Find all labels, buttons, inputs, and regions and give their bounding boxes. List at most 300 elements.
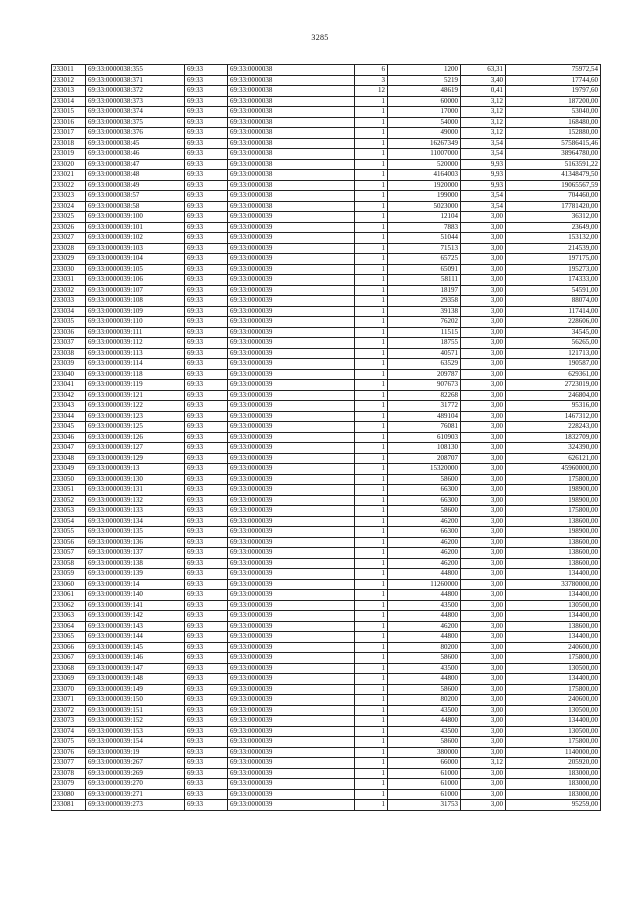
row-number-cell: 233081 <box>52 800 86 811</box>
region-code-cell: 69:33 <box>185 569 228 580</box>
area-cell: 61000 <box>388 768 461 779</box>
parcel-count-cell: 1 <box>355 453 388 464</box>
cadastral-value-cell: 130500,00 <box>506 726 601 737</box>
cadastral-number-cell: 69:33:0000039:108 <box>86 296 185 307</box>
region-code-cell: 69:33 <box>185 600 228 611</box>
cadastral-block-cell: 69:33:0000039 <box>228 758 355 769</box>
cadastral-number-cell: 69:33:0000038:373 <box>86 96 185 107</box>
parcel-count-cell: 1 <box>355 128 388 139</box>
cadastral-block-cell: 69:33:0000039 <box>228 212 355 223</box>
parcel-count-cell: 1 <box>355 506 388 517</box>
specific-value-cell: 3,00 <box>461 443 506 454</box>
cadastral-value-cell: 175800,00 <box>506 653 601 664</box>
cadastral-value-cell: 57586415,46 <box>506 138 601 149</box>
row-number-cell: 233025 <box>52 212 86 223</box>
region-code-cell: 69:33 <box>185 621 228 632</box>
cadastral-block-cell: 69:33:0000038 <box>228 138 355 149</box>
parcel-count-cell: 1 <box>355 212 388 223</box>
region-code-cell: 69:33 <box>185 96 228 107</box>
table-row <box>52 653 601 664</box>
specific-value-cell: 0,41 <box>461 86 506 97</box>
cadastral-block-cell: 69:33:0000039 <box>228 611 355 622</box>
parcel-count-cell: 1 <box>355 359 388 370</box>
cadastral-block-cell: 69:33:0000039 <box>228 422 355 433</box>
cadastral-number-cell: 69:33:0000039:118 <box>86 369 185 380</box>
specific-value-cell: 3,00 <box>461 768 506 779</box>
row-number-cell: 233080 <box>52 789 86 800</box>
cadastral-block-cell: 69:33:0000039 <box>228 390 355 401</box>
cadastral-block-cell: 69:33:0000039 <box>228 317 355 328</box>
cadastral-number-cell: 69:33:0000039:104 <box>86 254 185 265</box>
region-code-cell: 69:33 <box>185 779 228 790</box>
cadastral-value-cell: 228606,00 <box>506 317 601 328</box>
table-row <box>52 285 601 296</box>
parcel-count-cell: 1 <box>355 327 388 338</box>
cadastral-number-cell: 69:33:0000039:154 <box>86 737 185 748</box>
table-row <box>52 233 601 244</box>
region-code-cell: 69:33 <box>185 747 228 758</box>
parcel-count-cell: 1 <box>355 306 388 317</box>
cadastral-value-cell: 19065567,59 <box>506 180 601 191</box>
cadastral-number-cell: 69:33:0000039:143 <box>86 621 185 632</box>
area-cell: 43500 <box>388 726 461 737</box>
table-row <box>52 495 601 506</box>
cadastral-block-cell: 69:33:0000039 <box>228 705 355 716</box>
cadastral-number-cell: 69:33:0000038:372 <box>86 86 185 97</box>
parcel-count-cell: 1 <box>355 600 388 611</box>
cadastral-number-cell: 69:33:0000038:58 <box>86 201 185 212</box>
area-cell: 17000 <box>388 107 461 118</box>
parcel-count-cell: 1 <box>355 117 388 128</box>
area-cell: 380000 <box>388 747 461 758</box>
cadastral-block-cell: 69:33:0000038 <box>228 191 355 202</box>
table-row <box>52 411 601 422</box>
cadastral-block-cell: 69:33:0000038 <box>228 107 355 118</box>
cadastral-block-cell: 69:33:0000038 <box>228 65 355 76</box>
area-cell: 80200 <box>388 642 461 653</box>
cadastral-value-cell: 195273,00 <box>506 264 601 275</box>
parcel-count-cell: 1 <box>355 243 388 254</box>
area-cell: 7883 <box>388 222 461 233</box>
parcel-count-cell: 1 <box>355 495 388 506</box>
row-number-cell: 233024 <box>52 201 86 212</box>
region-code-cell: 69:33 <box>185 684 228 695</box>
cadastral-value-cell: 17744,60 <box>506 75 601 86</box>
area-cell: 199000 <box>388 191 461 202</box>
table-row <box>52 590 601 601</box>
table-row <box>52 800 601 811</box>
cadastral-value-cell: 121713,00 <box>506 348 601 359</box>
area-cell: 31772 <box>388 401 461 412</box>
area-cell: 58600 <box>388 474 461 485</box>
table-row <box>52 516 601 527</box>
cadastral-number-cell: 69:33:0000039:273 <box>86 800 185 811</box>
row-number-cell: 233053 <box>52 506 86 517</box>
cadastral-block-cell: 69:33:0000039 <box>228 464 355 475</box>
parcel-count-cell: 12 <box>355 86 388 97</box>
parcel-count-cell: 1 <box>355 138 388 149</box>
parcel-count-cell: 1 <box>355 516 388 527</box>
cadastral-value-cell: 198900,00 <box>506 527 601 538</box>
area-cell: 54000 <box>388 117 461 128</box>
parcel-count-cell: 1 <box>355 621 388 632</box>
cadastral-value-cell: 134400,00 <box>506 716 601 727</box>
row-number-cell: 233023 <box>52 191 86 202</box>
cadastral-value-cell: 175800,00 <box>506 684 601 695</box>
region-code-cell: 69:33 <box>185 642 228 653</box>
parcel-count-cell: 1 <box>355 348 388 359</box>
cadastral-value-cell: 198900,00 <box>506 495 601 506</box>
parcel-count-cell: 1 <box>355 180 388 191</box>
table-row <box>52 254 601 265</box>
parcel-count-cell: 1 <box>355 464 388 475</box>
row-number-cell: 233055 <box>52 527 86 538</box>
parcel-count-cell: 1 <box>355 401 388 412</box>
table-row <box>52 737 601 748</box>
specific-value-cell: 3,00 <box>461 369 506 380</box>
area-cell: 60000 <box>388 96 461 107</box>
region-code-cell: 69:33 <box>185 632 228 643</box>
parcel-count-cell: 1 <box>355 485 388 496</box>
cadastral-value-cell: 45960000,00 <box>506 464 601 475</box>
parcel-count-cell: 1 <box>355 107 388 118</box>
row-number-cell: 233043 <box>52 401 86 412</box>
cadastral-block-cell: 69:33:0000039 <box>228 327 355 338</box>
row-number-cell: 233020 <box>52 159 86 170</box>
table-row <box>52 684 601 695</box>
cadastral-number-cell: 69:33:0000039:147 <box>86 663 185 674</box>
parcel-count-cell: 1 <box>355 432 388 443</box>
specific-value-cell: 3,00 <box>461 705 506 716</box>
row-number-cell: 233034 <box>52 306 86 317</box>
cadastral-value-cell: 95316,00 <box>506 401 601 412</box>
table-row <box>52 348 601 359</box>
area-cell: 58600 <box>388 684 461 695</box>
region-code-cell: 69:33 <box>185 432 228 443</box>
cadastral-block-cell: 69:33:0000039 <box>228 243 355 254</box>
table-row <box>52 138 601 149</box>
row-number-cell: 233015 <box>52 107 86 118</box>
row-number-cell: 233012 <box>52 75 86 86</box>
cadastral-block-cell: 69:33:0000039 <box>228 264 355 275</box>
specific-value-cell: 3,00 <box>461 401 506 412</box>
cadastral-number-cell: 69:33:0000039:14 <box>86 579 185 590</box>
table-row <box>52 243 601 254</box>
cadastral-value-cell: 17781420,00 <box>506 201 601 212</box>
cadastral-value-cell: 174333,00 <box>506 275 601 286</box>
area-cell: 65091 <box>388 264 461 275</box>
table-row <box>52 96 601 107</box>
table-row <box>52 75 601 86</box>
specific-value-cell: 3,12 <box>461 117 506 128</box>
table-row <box>52 548 601 559</box>
region-code-cell: 69:33 <box>185 327 228 338</box>
region-code-cell: 69:33 <box>185 789 228 800</box>
parcel-count-cell: 1 <box>355 695 388 706</box>
table-row <box>52 327 601 338</box>
specific-value-cell: 3,00 <box>461 338 506 349</box>
specific-value-cell: 3,00 <box>461 590 506 601</box>
parcel-count-cell: 1 <box>355 149 388 160</box>
cadastral-number-cell: 69:33:0000039:271 <box>86 789 185 800</box>
cadastral-block-cell: 69:33:0000039 <box>228 590 355 601</box>
cadastral-block-cell: 69:33:0000039 <box>228 443 355 454</box>
region-code-cell: 69:33 <box>185 695 228 706</box>
row-number-cell: 233036 <box>52 327 86 338</box>
row-number-cell: 233044 <box>52 411 86 422</box>
region-code-cell: 69:33 <box>185 653 228 664</box>
cadastral-value-cell: 2723019,00 <box>506 380 601 391</box>
cadastral-block-cell: 69:33:0000039 <box>228 516 355 527</box>
cadastral-block-cell: 69:33:0000039 <box>228 642 355 653</box>
area-cell: 11007000 <box>388 149 461 160</box>
area-cell: 46200 <box>388 516 461 527</box>
region-code-cell: 69:33 <box>185 254 228 265</box>
cadastral-block-cell: 69:33:0000039 <box>228 726 355 737</box>
area-cell: 11515 <box>388 327 461 338</box>
cadastral-block-cell: 69:33:0000039 <box>228 254 355 265</box>
cadastral-number-cell: 69:33:0000039:127 <box>86 443 185 454</box>
region-code-cell: 69:33 <box>185 674 228 685</box>
table-row <box>52 621 601 632</box>
cadastral-block-cell: 69:33:0000039 <box>228 579 355 590</box>
row-number-cell: 233016 <box>52 117 86 128</box>
cadastral-value-cell: 205920,00 <box>506 758 601 769</box>
specific-value-cell: 3,00 <box>461 611 506 622</box>
row-number-cell: 233056 <box>52 537 86 548</box>
region-code-cell: 69:33 <box>185 65 228 76</box>
cadastral-block-cell: 69:33:0000039 <box>228 222 355 233</box>
cadastral-number-cell: 69:33:0000038:371 <box>86 75 185 86</box>
cadastral-value-cell: 138600,00 <box>506 558 601 569</box>
row-number-cell: 233017 <box>52 128 86 139</box>
cadastral-value-cell: 88074,00 <box>506 296 601 307</box>
row-number-cell: 233033 <box>52 296 86 307</box>
cadastral-number-cell: 69:33:0000038:57 <box>86 191 185 202</box>
cadastral-value-cell: 75972,54 <box>506 65 601 76</box>
cadastral-number-cell: 69:33:0000038:374 <box>86 107 185 118</box>
area-cell: 43500 <box>388 705 461 716</box>
table-row <box>52 716 601 727</box>
table-row <box>52 359 601 370</box>
cadastral-block-cell: 69:33:0000039 <box>228 380 355 391</box>
cadastral-number-cell: 69:33:0000039:112 <box>86 338 185 349</box>
cadastral-block-cell: 69:33:0000039 <box>228 401 355 412</box>
row-number-cell: 233019 <box>52 149 86 160</box>
cadastral-block-cell: 69:33:0000038 <box>228 149 355 160</box>
table-row <box>52 296 601 307</box>
parcel-count-cell: 1 <box>355 674 388 685</box>
cadastral-block-cell: 69:33:0000039 <box>228 747 355 758</box>
cadastral-number-cell: 69:33:0000039:101 <box>86 222 185 233</box>
parcel-count-cell: 1 <box>355 737 388 748</box>
cadastral-number-cell: 69:33:0000039:123 <box>86 411 185 422</box>
specific-value-cell: 3,12 <box>461 107 506 118</box>
region-code-cell: 69:33 <box>185 401 228 412</box>
cadastral-number-cell: 69:33:0000039:145 <box>86 642 185 653</box>
area-cell: 48619 <box>388 86 461 97</box>
table-row <box>52 264 601 275</box>
cadastral-value-cell: 168480,00 <box>506 117 601 128</box>
area-cell: 5023000 <box>388 201 461 212</box>
cadastral-block-cell: 69:33:0000039 <box>228 684 355 695</box>
area-cell: 46200 <box>388 548 461 559</box>
parcel-count-cell: 1 <box>355 170 388 181</box>
region-code-cell: 69:33 <box>185 117 228 128</box>
area-cell: 18755 <box>388 338 461 349</box>
area-cell: 5219 <box>388 75 461 86</box>
table-row <box>52 474 601 485</box>
region-code-cell: 69:33 <box>185 527 228 538</box>
specific-value-cell: 3,00 <box>461 359 506 370</box>
row-number-cell: 233063 <box>52 611 86 622</box>
cadastral-value-cell: 56265,00 <box>506 338 601 349</box>
region-code-cell: 69:33 <box>185 138 228 149</box>
cadastral-value-cell: 152880,00 <box>506 128 601 139</box>
cadastral-value-cell: 190587,00 <box>506 359 601 370</box>
table-row <box>52 338 601 349</box>
specific-value-cell: 3,54 <box>461 138 506 149</box>
table-row <box>52 569 601 580</box>
parcel-count-cell: 1 <box>355 653 388 664</box>
cadastral-block-cell: 69:33:0000039 <box>228 432 355 443</box>
region-code-cell: 69:33 <box>185 663 228 674</box>
table-row <box>52 558 601 569</box>
row-number-cell: 233032 <box>52 285 86 296</box>
parcel-count-cell: 1 <box>355 233 388 244</box>
cadastral-value-cell: 183000,00 <box>506 789 601 800</box>
row-number-cell: 233069 <box>52 674 86 685</box>
specific-value-cell: 3,00 <box>461 621 506 632</box>
area-cell: 66300 <box>388 527 461 538</box>
table-row <box>52 579 601 590</box>
area-cell: 66000 <box>388 758 461 769</box>
cadastral-number-cell: 69:33:0000039:142 <box>86 611 185 622</box>
row-number-cell: 233074 <box>52 726 86 737</box>
row-number-cell: 233048 <box>52 453 86 464</box>
cadastral-block-cell: 69:33:0000038 <box>228 75 355 86</box>
cadastral-block-cell: 69:33:0000039 <box>228 569 355 580</box>
row-number-cell: 233045 <box>52 422 86 433</box>
row-number-cell: 233018 <box>52 138 86 149</box>
parcel-count-cell: 1 <box>355 369 388 380</box>
specific-value-cell: 3,00 <box>461 327 506 338</box>
row-number-cell: 233058 <box>52 558 86 569</box>
specific-value-cell: 3,12 <box>461 758 506 769</box>
region-code-cell: 69:33 <box>185 516 228 527</box>
specific-value-cell: 3,00 <box>461 737 506 748</box>
table-row <box>52 149 601 160</box>
region-code-cell: 69:33 <box>185 107 228 118</box>
parcel-count-cell: 1 <box>355 390 388 401</box>
cadastral-value-cell: 240600,00 <box>506 695 601 706</box>
specific-value-cell: 3,00 <box>461 579 506 590</box>
cadastral-number-cell: 69:33:0000039:130 <box>86 474 185 485</box>
table-row <box>52 170 601 181</box>
parcel-count-cell: 1 <box>355 642 388 653</box>
region-code-cell: 69:33 <box>185 716 228 727</box>
cadastral-number-cell: 69:33:0000039:102 <box>86 233 185 244</box>
row-number-cell: 233078 <box>52 768 86 779</box>
row-number-cell: 233052 <box>52 495 86 506</box>
parcel-count-cell: 1 <box>355 380 388 391</box>
specific-value-cell: 3,00 <box>461 411 506 422</box>
area-cell: 76202 <box>388 317 461 328</box>
table-row <box>52 747 601 758</box>
cadastral-number-cell: 69:33:0000039:139 <box>86 569 185 580</box>
cadastral-value-cell: 134400,00 <box>506 590 601 601</box>
region-code-cell: 69:33 <box>185 558 228 569</box>
region-code-cell: 69:33 <box>185 443 228 454</box>
row-number-cell: 233021 <box>52 170 86 181</box>
cadastral-block-cell: 69:33:0000039 <box>228 233 355 244</box>
row-number-cell: 233057 <box>52 548 86 559</box>
row-number-cell: 233039 <box>52 359 86 370</box>
cadastral-value-cell: 1467312,00 <box>506 411 601 422</box>
table-row <box>52 422 601 433</box>
parcel-count-cell: 1 <box>355 779 388 790</box>
region-code-cell: 69:33 <box>185 359 228 370</box>
row-number-cell: 233073 <box>52 716 86 727</box>
cadastral-block-cell: 69:33:0000039 <box>228 674 355 685</box>
specific-value-cell: 3,12 <box>461 96 506 107</box>
cadastral-number-cell: 69:33:0000038:46 <box>86 149 185 160</box>
area-cell: 82268 <box>388 390 461 401</box>
cadastral-number-cell: 69:33:0000039:114 <box>86 359 185 370</box>
table-row <box>52 527 601 538</box>
cadastral-number-cell: 69:33:0000038:47 <box>86 159 185 170</box>
cadastral-number-cell: 69:33:0000039:151 <box>86 705 185 716</box>
region-code-cell: 69:33 <box>185 611 228 622</box>
cadastral-number-cell: 69:33:0000039:146 <box>86 653 185 664</box>
cadastral-block-cell: 69:33:0000038 <box>228 180 355 191</box>
cadastral-number-cell: 69:33:0000039:137 <box>86 548 185 559</box>
specific-value-cell: 3,00 <box>461 747 506 758</box>
cadastral-number-cell: 69:33:0000039:109 <box>86 306 185 317</box>
cadastral-number-cell: 69:33:0000039:111 <box>86 327 185 338</box>
area-cell: 4164003 <box>388 170 461 181</box>
area-cell: 29358 <box>388 296 461 307</box>
row-number-cell: 233051 <box>52 485 86 496</box>
row-number-cell: 233029 <box>52 254 86 265</box>
cadastral-block-cell: 69:33:0000039 <box>228 348 355 359</box>
region-code-cell: 69:33 <box>185 705 228 716</box>
cadastral-block-cell: 69:33:0000039 <box>228 558 355 569</box>
area-cell: 18197 <box>388 285 461 296</box>
specific-value-cell: 63,31 <box>461 65 506 76</box>
specific-value-cell: 3,00 <box>461 275 506 286</box>
cadastral-value-cell: 38964780,00 <box>506 149 601 160</box>
cadastral-value-cell: 41348479,50 <box>506 170 601 181</box>
cadastral-value-cell: 130500,00 <box>506 600 601 611</box>
row-number-cell: 233037 <box>52 338 86 349</box>
table-row <box>52 180 601 191</box>
cadastral-number-cell: 69:33:0000039:100 <box>86 212 185 223</box>
cadastral-number-cell: 69:33:0000039:269 <box>86 768 185 779</box>
cadastral-number-cell: 69:33:0000038:375 <box>86 117 185 128</box>
specific-value-cell: 3,00 <box>461 306 506 317</box>
cadastral-value-cell: 117414,00 <box>506 306 601 317</box>
parcel-count-cell: 1 <box>355 768 388 779</box>
area-cell: 1200 <box>388 65 461 76</box>
specific-value-cell: 3,00 <box>461 695 506 706</box>
region-code-cell: 69:33 <box>185 495 228 506</box>
area-cell: 44800 <box>388 716 461 727</box>
row-number-cell: 233077 <box>52 758 86 769</box>
table-row <box>52 369 601 380</box>
specific-value-cell: 3,00 <box>461 222 506 233</box>
cadastral-value-cell: 54591,00 <box>506 285 601 296</box>
